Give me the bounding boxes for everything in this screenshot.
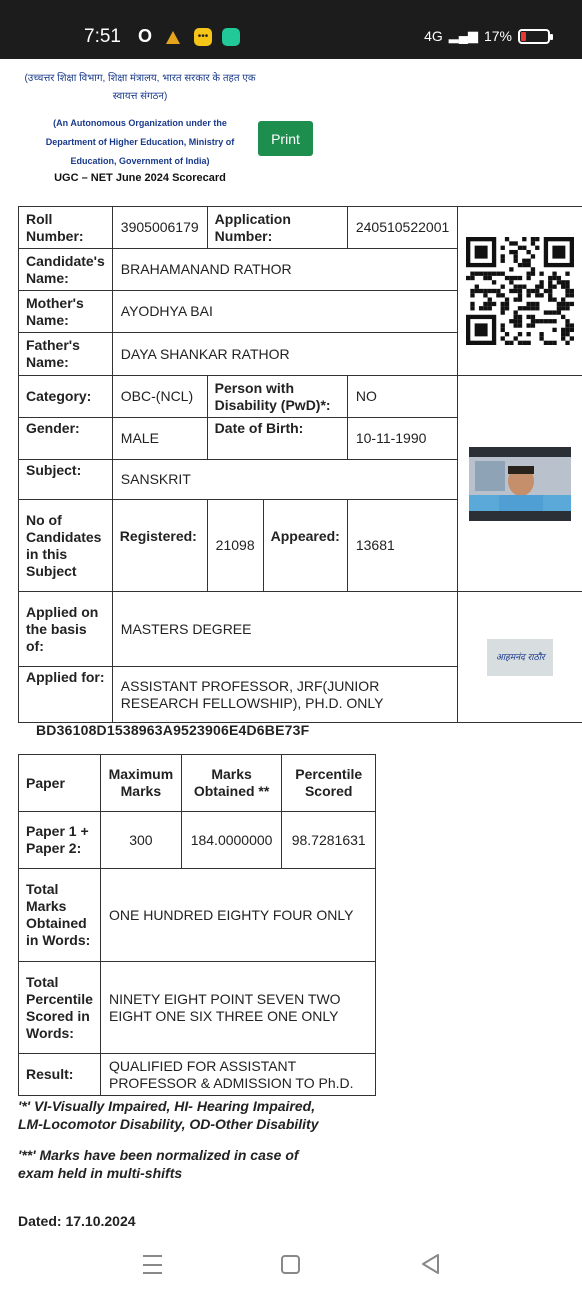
basis-label: Applied on the basis of: [19,592,113,667]
gender-value: MALE [112,418,207,460]
registered-label: Registered: [112,500,207,592]
page-title: UGC – NET June 2024 Scorecard [54,172,226,184]
dob-value: 10-11-1990 [347,418,457,460]
o-icon: O [138,26,153,46]
marks-obtained: 184.0000000 [181,812,282,869]
app-value: 240510522001 [347,207,457,249]
navigation-bar [0,1235,582,1300]
back-icon[interactable] [420,1253,440,1275]
scorecard-header [0,70,280,186]
photo-cell [458,376,582,592]
words-value: ONE HUNDRED EIGHTY FOUR ONLY [100,869,375,962]
notification-icon: ••• [194,28,212,46]
col-paper: Paper [19,755,101,812]
results-table [18,754,376,1096]
col-percentile: Percentile Scored [282,755,376,812]
result-label: Result: [19,1054,101,1096]
battery-label: 17% [483,28,512,44]
col-max: Maximum Marks [100,755,181,812]
paper-row-label: Paper 1 + Paper 2: [19,812,101,869]
father-label: Father's Name: [19,333,113,376]
registered-value: 21098 [207,500,263,592]
pwd-value: NO [347,376,457,418]
battery-icon [518,29,550,44]
qr-code-icon [466,237,574,345]
subject-label: Subject: [19,460,113,500]
print-button[interactable]: Print [258,121,313,156]
category-value: OBC-(NCL) [112,376,207,418]
qr-cell [458,207,582,376]
chat-icon [222,28,240,46]
subject-value: SANSKRIT [112,460,457,500]
dated-text: Dated: 17.10.2024 [18,1213,136,1229]
status-right [424,28,550,44]
hindi-org-line: (उच्चत्तर शिक्षा विभाग, शिक्षा मंत्रालय, भारत सरकार के तहत एक स्वायत्त संगठन) [24,73,256,102]
category-label: Category: [19,376,113,418]
disability-note: '*' VI-Visually Impaired, HI- Hearing Impaired, LM-Locomotor Disability, OD-Other Disability [18,1098,319,1132]
appeared-label: Appeared: [263,500,347,592]
verification-hash: BD36108D1538963A9523906E4D6BE73F [36,722,310,738]
result-value: QUALIFIED FOR ASSISTANT PROFESSOR & ADMISSION TO Ph.D. [100,1054,375,1096]
english-org-line: (An Autonomous Organization under the Department of Higher Education, Ministry of Education, Government of India) [45,118,235,166]
normalization-note: '**' Marks have been normalized in case of exam held in multi-shifts [18,1147,299,1181]
pwd-label: Person with Disability (PwD)*: [207,376,347,418]
roll-label: Roll Number: [19,207,113,249]
pct-words-label: Total Percentile Scored in Words: [19,962,101,1054]
signal-icon: ▂▄▆ [448,28,478,43]
col-obtained: Marks Obtained ** [181,755,282,812]
warning-icon [166,31,180,44]
candidate-table [18,206,582,723]
status-bar [0,0,582,59]
applied-label: Applied for: [19,667,113,723]
network-label: 4G [424,28,443,44]
max-marks: 300 [100,812,181,869]
father-value: DAYA SHANKAR RATHOR [112,333,457,376]
gender-label: Gender: [19,418,113,460]
signature-image: आहमनंद राठौर [487,639,553,676]
nocand-label: No of Candidates in this Subject [19,500,113,592]
roll-value: 3905006179 [112,207,207,249]
percentile-value: 98.7281631 [282,812,376,869]
status-time: 7:51 [84,26,121,47]
home-icon[interactable] [281,1255,300,1274]
candidate-photo [469,447,571,521]
basis-value: MASTERS DEGREE [112,592,457,667]
battery-level [521,32,526,41]
app-label: Application Number: [207,207,347,249]
applied-value: ASSISTANT PROFESSOR, JRF(JUNIOR RESEARCH FELLOWSHIP), PH.D. ONLY [112,667,457,723]
mother-value: AYODHYA BAI [112,291,457,333]
mother-label: Mother's Name: [19,291,113,333]
name-label: Candidate's Name: [19,249,113,291]
words-label: Total Marks Obtained in Words: [19,869,101,962]
name-value: BRAHAMANAND RATHOR [112,249,457,291]
signature-cell [458,592,582,723]
appeared-value: 13681 [347,500,457,592]
menu-icon[interactable] [143,1255,162,1274]
dob-label: Date of Birth: [207,418,347,460]
pct-words-value: NINETY EIGHT POINT SEVEN TWO EIGHT ONE SIX THREE ONE ONLY [100,962,375,1054]
